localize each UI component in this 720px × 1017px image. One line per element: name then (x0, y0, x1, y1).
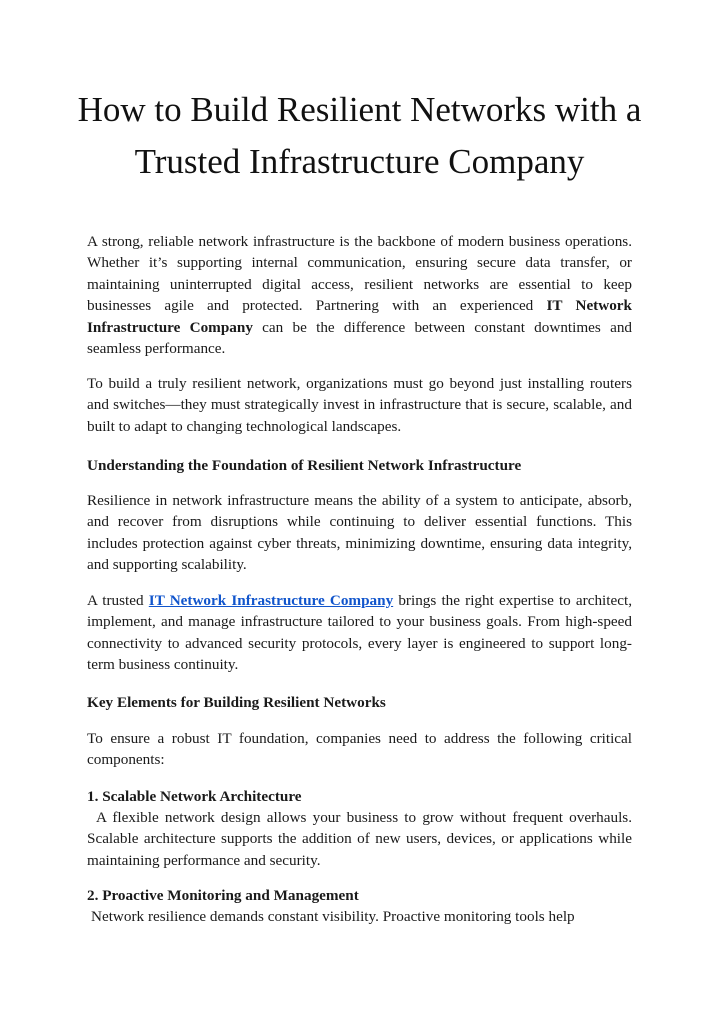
intro-bold-company: IT Network Infrastructure Company (87, 297, 632, 336)
paragraph-resilience-definition: Resilience in network infrastructure means the ability of a system to anticipate, absorb, and recover from disruptions while continuing to deliver essential functions. This includes protection against cyber threats, minimizing downtime, ensuring data integrity, and supporting scalability. (87, 492, 632, 574)
paragraph-build-resilient: To build a truly resilient network, organizations must go beyond just installing routers and switches—they must strategically invest in infrastructure that is secure, scalable, and built to adapt to changing technological landscapes. (87, 375, 632, 435)
intro-text-before: A strong, reliable network infrastructure is the backbone of modern business operations. Whether it’s supporting internal communication, ensuring secure data transfer, or maintaining uninterrupted digital access, resilient networks are essential to keep businesses agile and protected. Partnering with an experienced (87, 233, 632, 315)
para4-text-after: brings the right expertise to architect, implement, and manage infrastructure tailored to your business goals. From high-speed connectivity to advanced security protocols, every layer is engineered to support long-term business continuity. (87, 592, 632, 674)
item-body-monitoring-text: Network resilience demands constant visibility. Proactive monitoring tools help (91, 908, 575, 925)
item-body-scalable (87, 807, 632, 871)
paragraph-key-elements-intro: To ensure a robust IT foundation, companies need to address the following critical components: (87, 730, 632, 769)
item-heading-scalable: 1. Scalable Network Architecture (87, 788, 302, 805)
item-body-monitoring (87, 906, 632, 927)
paragraph-trusted-company (87, 590, 632, 676)
company-link[interactable]: IT Network Infrastructure Company (148, 592, 394, 609)
para4-text-before: A trusted (87, 592, 149, 609)
page-title: How to Build Resilient Networks with a Trusted Infrastructure Company (77, 90, 642, 181)
item-heading-monitoring: 2. Proactive Monitoring and Management (87, 887, 359, 904)
item-body-scalable-text: A flexible network design allows your business to grow without frequent overhauls. Scalable architecture supports the addition of new users, devices, or applications while maintaining performance and security. (87, 809, 632, 869)
intro-text-after: can be the difference between constant downtimes and seamless performance. (87, 318, 633, 358)
section-heading-key-elements: Key Elements for Building Resilient Networks (87, 694, 386, 711)
intro-paragraph (87, 231, 632, 359)
section-heading-foundation: Understanding the Foundation of Resilient Network Infrastructure (87, 457, 522, 474)
